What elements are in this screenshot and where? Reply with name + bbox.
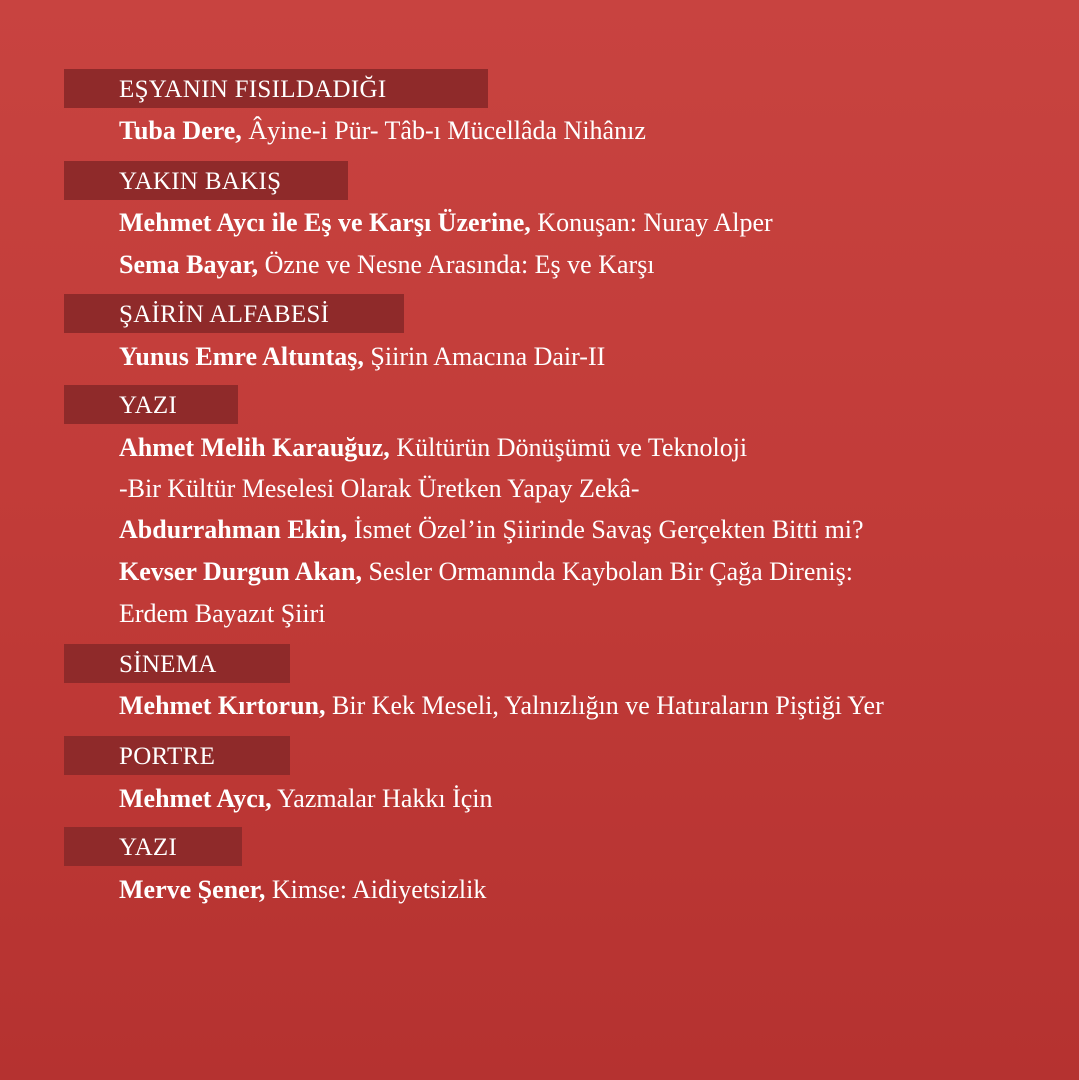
section-title: SİNEMA: [119, 651, 217, 678]
section-title: PORTRE: [119, 743, 216, 770]
section-title: YAKIN BAKIŞ: [119, 168, 282, 195]
entry-author: Sema Bayar,: [119, 250, 259, 279]
entry-title: Sesler Ormanında Kaybolan Bir Çağa Direniş:: [361, 557, 853, 586]
entry-author: Mehmet Aycı,: [119, 784, 272, 813]
toc-entry: [119, 555, 853, 589]
entry-author: Merve Şener,: [119, 875, 266, 904]
entry-title: Kültürün Dönüşümü ve Teknoloji: [389, 433, 748, 462]
toc-entry: [119, 472, 640, 506]
toc-entry: [119, 873, 486, 907]
toc-entry: [119, 248, 655, 282]
entry-title: Yazmalar Hakkı İçin: [271, 784, 493, 813]
entry-title: Özne ve Nesne Arasında: Eş ve Karşı: [258, 250, 655, 279]
toc-entry: [119, 782, 493, 816]
entry-title: Bir Kek Meseli, Yalnızlığın ve Hatıraların Piştiği Yer: [325, 691, 884, 720]
entry-author: Mehmet Kırtorun,: [119, 691, 326, 720]
entry-author: Ahmet Melih Karauğuz,: [119, 433, 390, 462]
toc-entry: [119, 597, 326, 631]
entry-title: Şiirin Amacına Dair-II: [363, 342, 606, 371]
entry-author: Tuba Dere,: [119, 116, 242, 145]
entry-author: Mehmet Aycı ile Eş ve Karşı Üzerine,: [119, 208, 531, 237]
entry-author: Kevser Durgun Akan,: [119, 557, 362, 586]
toc-entry: [119, 340, 605, 374]
entry-title: Kimse: Aidiyetsizlik: [265, 875, 487, 904]
entry-author: Abdurrahman Ekin,: [119, 515, 348, 544]
toc-entry: [119, 206, 773, 240]
entry-title: Erdem Bayazıt Şiiri: [119, 599, 326, 628]
section-title: EŞYANIN FISILDADIĞI: [119, 76, 387, 103]
section-title: ŞAİRİN ALFABESİ: [119, 301, 330, 328]
toc-entry: [119, 114, 646, 148]
section-title: YAZI: [119, 392, 178, 419]
entry-author: Yunus Emre Altuntaş,: [119, 342, 364, 371]
toc-entry: [119, 689, 884, 723]
entry-title: Âyine-i Pür- Tâb-ı Mücellâda Nihânız: [241, 116, 646, 145]
entry-title: Konuşan: Nuray Alper: [530, 208, 773, 237]
toc-entry: [119, 431, 747, 465]
entry-title: -Bir Kültür Meselesi Olarak Üretken Yapay Zekâ-: [119, 474, 640, 503]
entry-title: İsmet Özel’in Şiirinde Savaş Gerçekten Bitti mi?: [347, 515, 864, 544]
toc-entry: [119, 513, 864, 547]
section-title: YAZI: [119, 834, 178, 861]
